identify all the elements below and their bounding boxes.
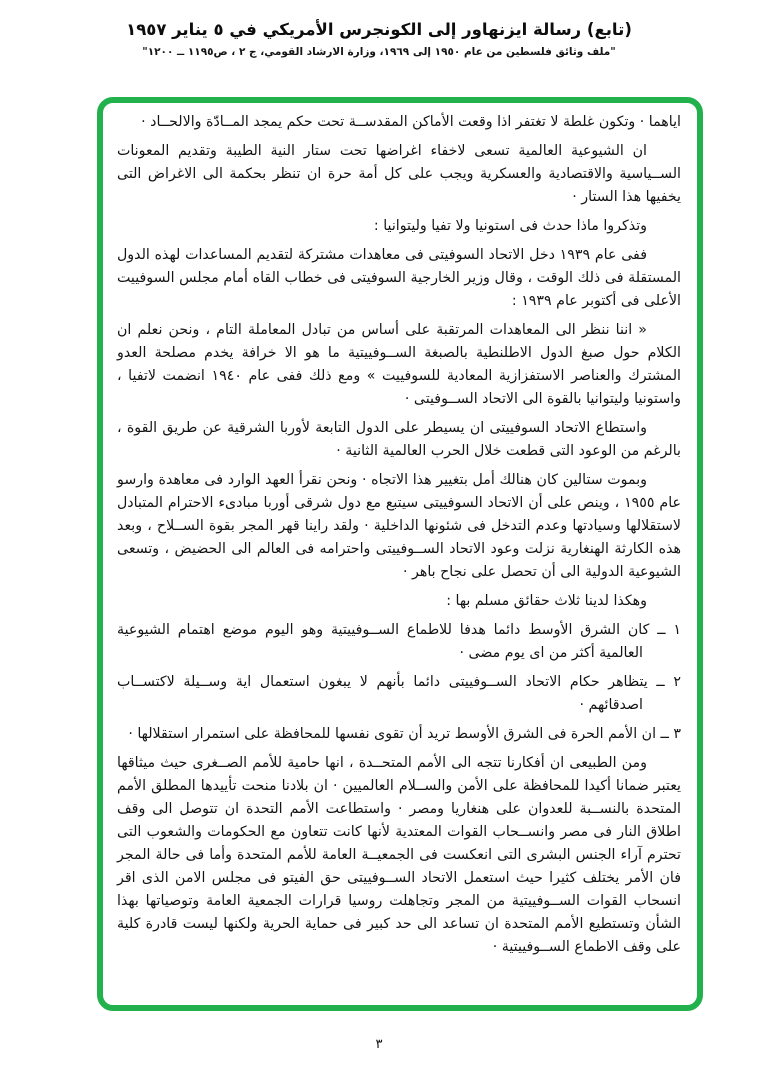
paragraph-continuation: اياهما · وتكون غلطة لا تغتفر اذا وقعت الأماكن المقدســة تحت حكم يمجد المــادّة والالحــاد · xyxy=(141,114,681,130)
paragraph-three-facts-intro: وهكذا لدينا ثلاث حقائق مسلم بها : xyxy=(446,593,647,609)
document-green-frame xyxy=(97,97,703,1011)
document-title: (تابع) رسالة ايزنهاور إلى الكونجرس الأمريكي في ٥ يناير ١٩٥٧ xyxy=(126,20,632,39)
paragraph-eastern-europe-control: واستطاع الاتحاد السوفييتى ان يسيطر على الدول التابعة لأوربا الشرقية عن طريق القوة ، بالرغم من الوعود التى قطعت خلال الحرب العالمية الثانية · xyxy=(117,420,681,459)
list-item-3: ٣ ــ ان الأمم الحرة فى الشرق الأوسط تريد أن تقوى نفسها للمحافظة على استمرار استقلالها · xyxy=(128,726,681,742)
paragraph-remember-baltics: وتذكروا ماذا حدث فى استونيا ولا تفيا وليتوانيا : xyxy=(373,218,647,234)
document-source-citation: "ملف وثائق فلسطين من عام ١٩٥٠ إلى ١٩٦٩، وزارة الارشاد القومي، ج ٢ ، ص١١٩٥ ــ ١٢٠٠" xyxy=(142,46,616,58)
paragraph-communism-aims: ان الشيوعية العالمية تسعى لاخفاء اغراضها تحت ستار النية الطيبة وتقديم المعونات الســياسية والاقتصادية والعسكرية ويجب على كل أمة حرة ان تنظر بحكمة الى الاغراض التى يخفيها هذا الستار · xyxy=(117,143,681,205)
page-header xyxy=(0,0,758,58)
list-item-2: ٢ ــ يتظاهر حكام الاتحاد الســوفييتى دائما بأنهم لا يبغون استعمال اية وســيلة لاكتســاب اصدقائهم · xyxy=(117,674,681,713)
list-item-1: ١ ــ كان الشرق الأوسط دائما هدفا للاطماع الســوفييتية وهو اليوم موضع اهتمام الشيوعية العالمية أكثر من اى يوم مضى · xyxy=(117,622,681,661)
paragraph-soviet-minister-quote: « اننا ننظر الى المعاهدات المرتقبة على أساس من تبادل المعاملة التام ، ونحن نعلم ان الكلام حول صبغ الدول الاطلنطية بالصبغة الســوفييتية ما هو الا خرافة يخدم مصلحة العدو المشترك والعناصر الاستفزازية المعادية للسوفييت » ومع ذلك ففى عام ١٩٤٠ انضمت لاتفيا ، واستونيا وليتوانيا بالقوة الى الاتحاد الســوفيتى · xyxy=(117,322,681,407)
paragraph-united-nations: ومن الطبيعى ان أفكارنا تتجه الى الأمم المتحــدة ، انها حامية للأمم الصــغرى حيث ميثاقها يعتبر ضمانا أكيدا للمحافظة على الأمن والســلام العالميين · ان بلادنا منحت تأييدها المطلق الأمم المتحدة بالنســبة للعدوان على هنغاريا ومصر · واستطاعت الأمم التحدة ان تتوصل الى وقف اطلاق النار فى مصر وانســحاب القوات المعتدية لأنها كانت تتعاون مع الحكومات والشعوب التى تحترم آراء الجنس البشرى التى انعكست فى الجمعيــة العامة للأمم المتحدة وأما فى حالة المجر فان الأمر يختلف كثيرا حيث استعمل الاتحاد الســوفييتى حق الفيتو فى مجلس الامن الذى اقر انسحاب القوات الســوفييتية من المجر وتجاهلت روسيا قرارات الجمعية العامة وتوصياتها بهذا الشأن وتستطيع الأمم المتحدة ان تساعد الى حد كبير فى حماية الحرية ولكنها ليست قادرة كلية على وقف الاطماع الســوفييتية · xyxy=(117,755,681,955)
document-body-text xyxy=(117,111,681,959)
paragraph-1939-treaties: ففى عام ١٩٣٩ دخل الاتحاد السوفيتى فى معاهدات مشتركة لتقديم المساعدات لهذه الدول المستقلة فى ذلك الوقت ، وقال وزير الخارجية السوفيتى فى خطاب القاه أمام مجلس السوفييت الأعلى فى أكتوبر عام ١٩٣٩ : xyxy=(117,247,681,309)
page-number: ٣ xyxy=(375,1037,383,1052)
paragraph-stalin-death-warsaw: وبموت ستالين كان هنالك أمل بتغيير هذا الاتجاه · ونحن نقرأ العهد الوارد فى معاهدة وارسو عام ١٩٥٥ ، وينص على أن الاتحاد السوفييتى سيتبع مع دول شرقى أوربا مبادىء الاحترام المتبادل لاستقلالها وسيادتها وعدم التدخل فى شئونها الداخلية · ولقد راينا قهر المجر بقوة الســلاح ، وبعد هذه الكارثة الهنغارية نزلت وعود الاتحاد الســوفييتى واحترامه فى العالم الى الحضيض ، وتسعى الشيوعية الدولية الى أن تحصل على نجاح باهر · xyxy=(117,472,681,580)
